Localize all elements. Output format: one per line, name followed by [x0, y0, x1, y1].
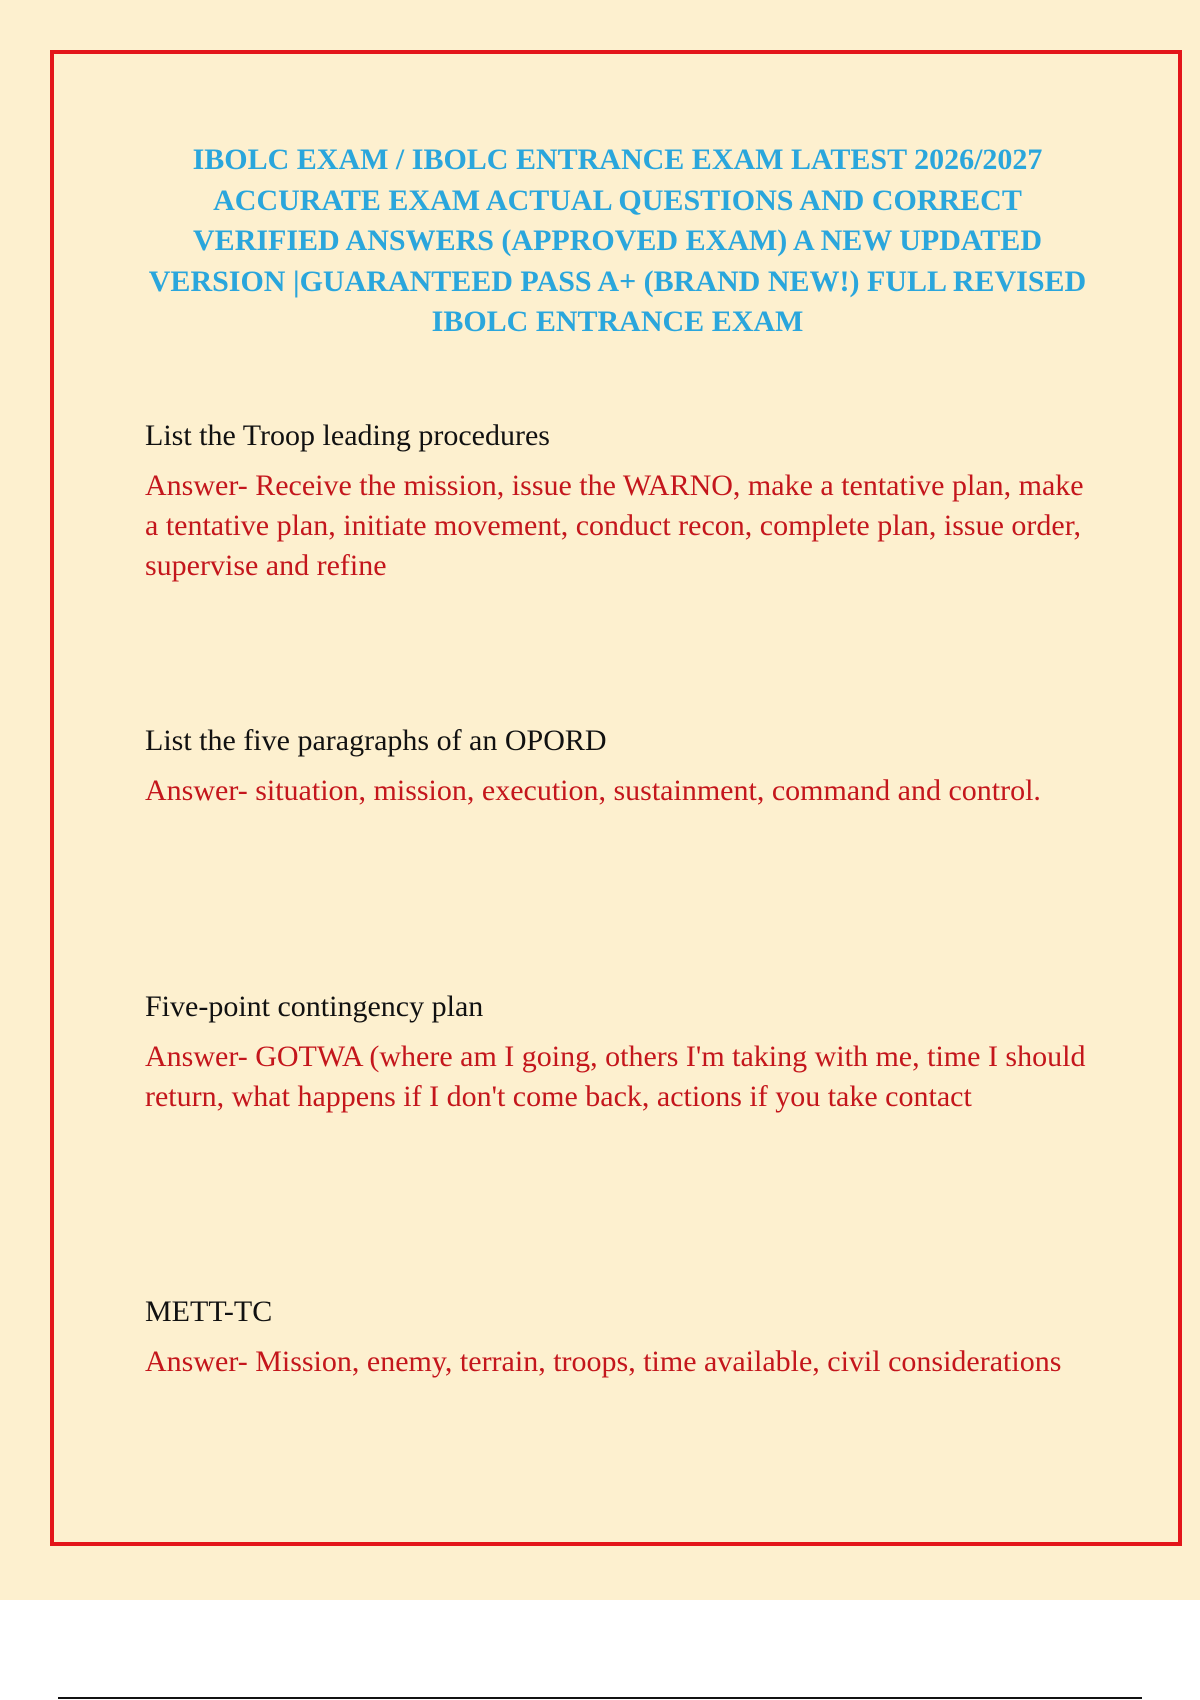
- footer-divider: [58, 1697, 1142, 1699]
- qa-item: [145, 987, 1095, 1117]
- question-text: METT-TC: [145, 1295, 273, 1328]
- answer-text: Answer- situation, mission, execution, sustainment, command and control.: [145, 774, 1041, 807]
- question-text: Five-point contingency plan: [145, 990, 484, 1023]
- answer-text: Answer- GOTWA (where am I going, others I'm taking with me, time I should return, what happens if I don't come back, actions if you take contact: [145, 1040, 1086, 1113]
- answer-text: Answer- Mission, enemy, terrain, troops, time available, civil considerations: [145, 1345, 1062, 1378]
- question-text: List the five paragraphs of an OPORD: [145, 724, 607, 757]
- qa-item: [145, 721, 1095, 811]
- qa-item: [145, 416, 1095, 586]
- qa-item: [145, 1292, 1095, 1382]
- document-title: IBOLC EXAM / IBOLC ENTRANCE EXAM LATEST 2026/2027 ACCURATE EXAM ACTUAL QUESTIONS AND CORRECT VERIFIED ANSWERS (APPROVED EXAM) A NEW UPDATED VERSION |GUARANTEED PASS A+ (BRAND NEW!) FULL REVISED IBOLC ENTRANCE EXAM: [148, 143, 1087, 338]
- answer-text: Answer- Receive the mission, issue the WARNO, make a tentative plan, make a tentative plan, initiate movement, conduct recon, complete plan, issue order, supervise and refine: [145, 469, 1084, 582]
- question-text: List the Troop leading procedures: [145, 419, 550, 452]
